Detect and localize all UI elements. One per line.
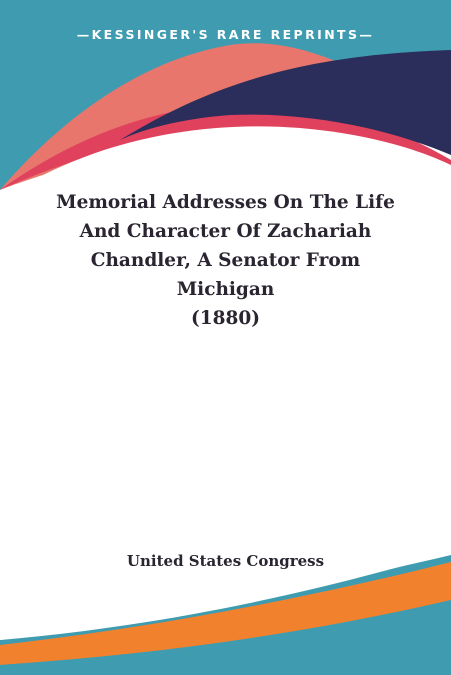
title-line: Chandler, A Senator From xyxy=(90,250,361,271)
title-line: And Character Of Zachariah xyxy=(79,221,372,242)
title-line: Michigan xyxy=(176,279,275,300)
book-author: United States Congress xyxy=(126,552,325,570)
title-line: (1880) xyxy=(191,308,260,329)
title-line: Memorial Addresses On The Life xyxy=(56,192,395,213)
series-banner: —KESSINGER'S RARE REPRINTS— xyxy=(76,27,375,42)
book-title xyxy=(30,188,421,333)
